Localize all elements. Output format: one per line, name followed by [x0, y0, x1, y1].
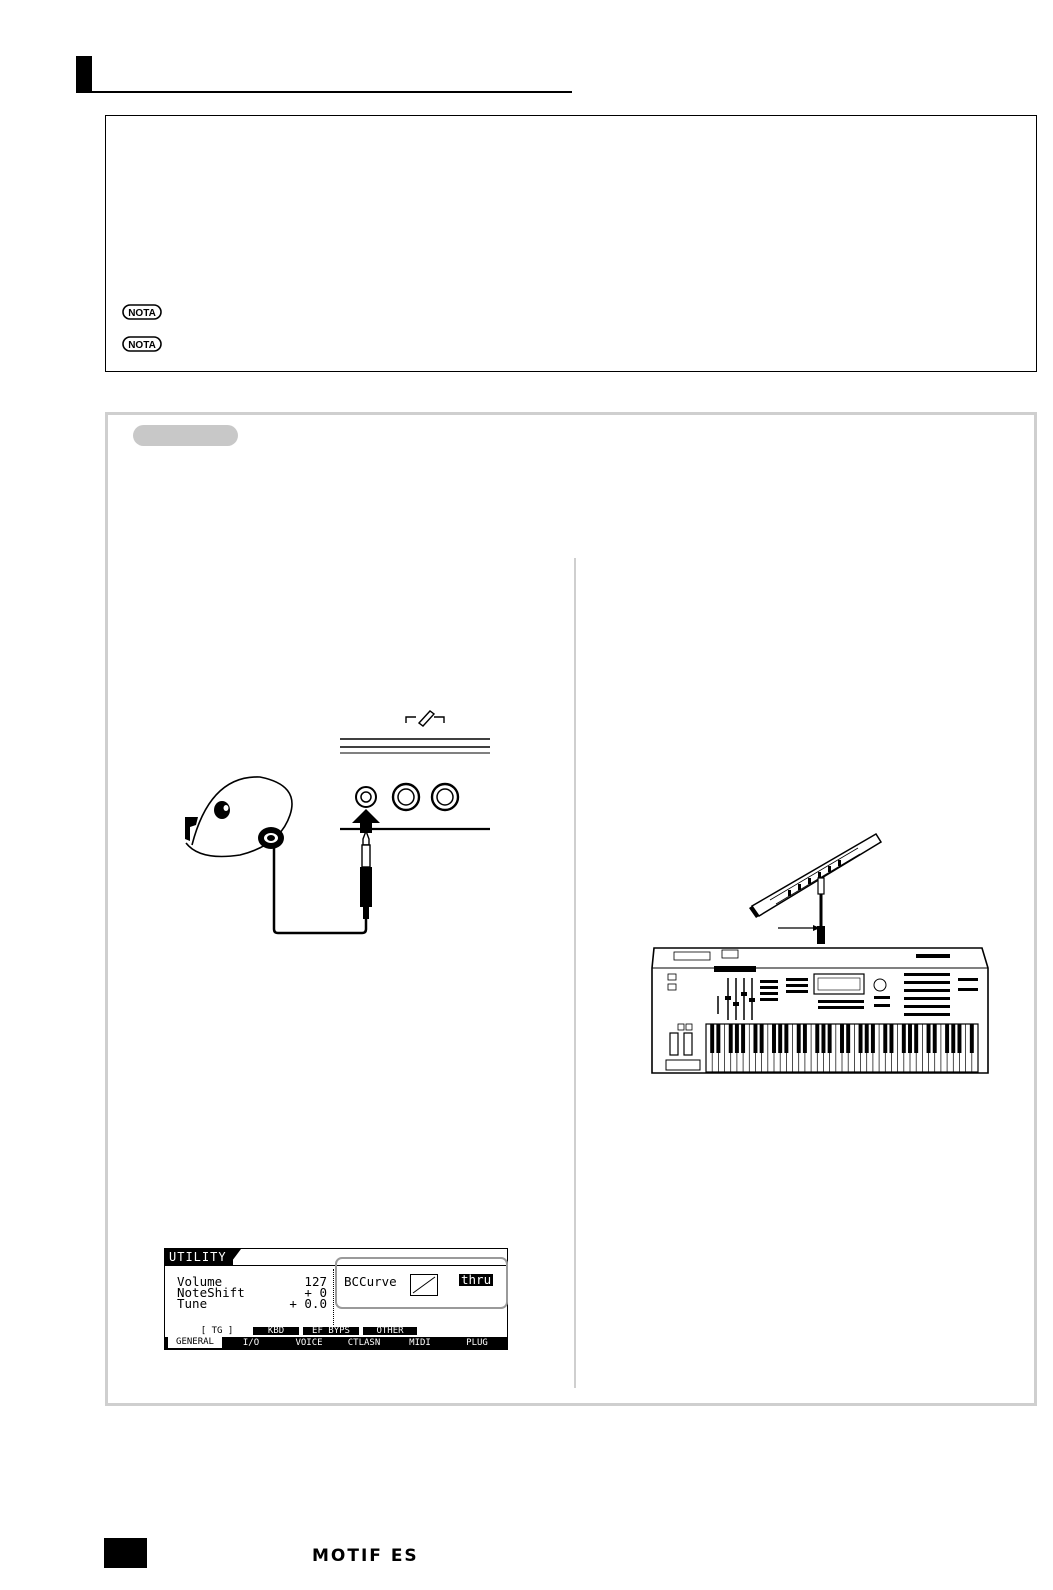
lcd-tab-ctlasn[interactable]: CTLASN	[347, 1338, 381, 1348]
lcd-param-bccurve: BCCurve	[344, 1274, 397, 1289]
lcd-param-volume: Volume	[177, 1274, 223, 1289]
jack-socket-icon	[356, 784, 458, 810]
black-key	[815, 1024, 819, 1053]
logo-text: MOTIF ES	[312, 1546, 419, 1565]
black-key	[970, 1024, 974, 1053]
black-key	[716, 1024, 720, 1053]
wind-controller-icon	[749, 834, 881, 918]
black-key	[902, 1024, 906, 1053]
lcd-param-noteshift: NoteShift	[177, 1285, 245, 1300]
black-key	[945, 1024, 949, 1053]
lcd-tab-midi[interactable]: MIDI	[409, 1338, 431, 1348]
motif-keyboard-connection-illustration	[648, 828, 993, 1078]
black-key	[741, 1024, 745, 1053]
lcd-tab-general[interactable]: GENERAL	[167, 1337, 223, 1349]
black-key	[957, 1024, 961, 1053]
black-key	[865, 1024, 869, 1053]
panel-tag-pill	[133, 425, 238, 446]
nota-icon	[122, 304, 162, 320]
black-key	[710, 1024, 714, 1053]
nota-label: NOTA	[128, 308, 156, 319]
lcd-tab-voice[interactable]: VOICE	[295, 1338, 323, 1348]
nota-label: NOTA	[128, 340, 156, 351]
black-key	[735, 1024, 739, 1053]
motif-es-keyboard-icon	[652, 948, 988, 1073]
black-key	[784, 1024, 788, 1053]
motif-es-logo	[312, 1545, 462, 1565]
lcd-title: UTILITY	[165, 1249, 233, 1265]
black-key	[889, 1024, 893, 1053]
black-key	[772, 1024, 776, 1053]
black-key	[871, 1024, 875, 1053]
black-key	[846, 1024, 850, 1053]
note-box	[105, 115, 1037, 372]
black-key	[778, 1024, 782, 1053]
lcd-divider	[333, 1269, 334, 1325]
lcd-subtab-kbd[interactable]: KBD	[253, 1327, 299, 1335]
lcd-tab-plug[interactable]: PLUG	[466, 1338, 488, 1348]
lcd-highlight-frame	[335, 1257, 508, 1309]
black-key	[908, 1024, 912, 1053]
black-key	[828, 1024, 832, 1053]
black-key	[821, 1024, 825, 1053]
page-number-block	[104, 1538, 147, 1568]
black-key	[729, 1024, 733, 1053]
breath-controller-headset-icon	[185, 777, 292, 857]
column-divider	[574, 558, 576, 1388]
lcd-value-volume: 127	[304, 1274, 327, 1289]
black-key	[753, 1024, 757, 1053]
black-key	[883, 1024, 887, 1053]
lcd-value-tune: + 0.0	[289, 1296, 327, 1311]
black-key	[859, 1024, 863, 1053]
phone-plug-icon	[360, 831, 372, 919]
black-key	[760, 1024, 764, 1053]
black-key	[797, 1024, 801, 1053]
nota-icon	[122, 336, 162, 352]
black-key	[933, 1024, 937, 1053]
black-key	[914, 1024, 918, 1053]
lcd-param-tune: Tune	[177, 1296, 208, 1311]
headset-connection-illustration	[170, 705, 500, 945]
black-key	[803, 1024, 807, 1053]
black-key	[840, 1024, 844, 1053]
black-key	[927, 1024, 931, 1053]
section-marker	[76, 56, 92, 92]
lcd-title-tab	[229, 1249, 241, 1265]
lcd-value-bccurve[interactable]: thru	[461, 1272, 492, 1287]
lcd-subtab-tg[interactable]: [ TG ]	[200, 1326, 234, 1336]
lcd-tab-io[interactable]: I/O	[242, 1338, 260, 1348]
lcd-value-noteshift: + 0	[304, 1285, 327, 1300]
lcd-subtab-other[interactable]: OTHER	[363, 1327, 417, 1335]
breath-controller-icon	[406, 711, 444, 726]
lcd-subtab-ef-byps[interactable]: EF BYPS	[303, 1327, 359, 1335]
section-rule	[76, 91, 572, 93]
black-key	[951, 1024, 955, 1053]
